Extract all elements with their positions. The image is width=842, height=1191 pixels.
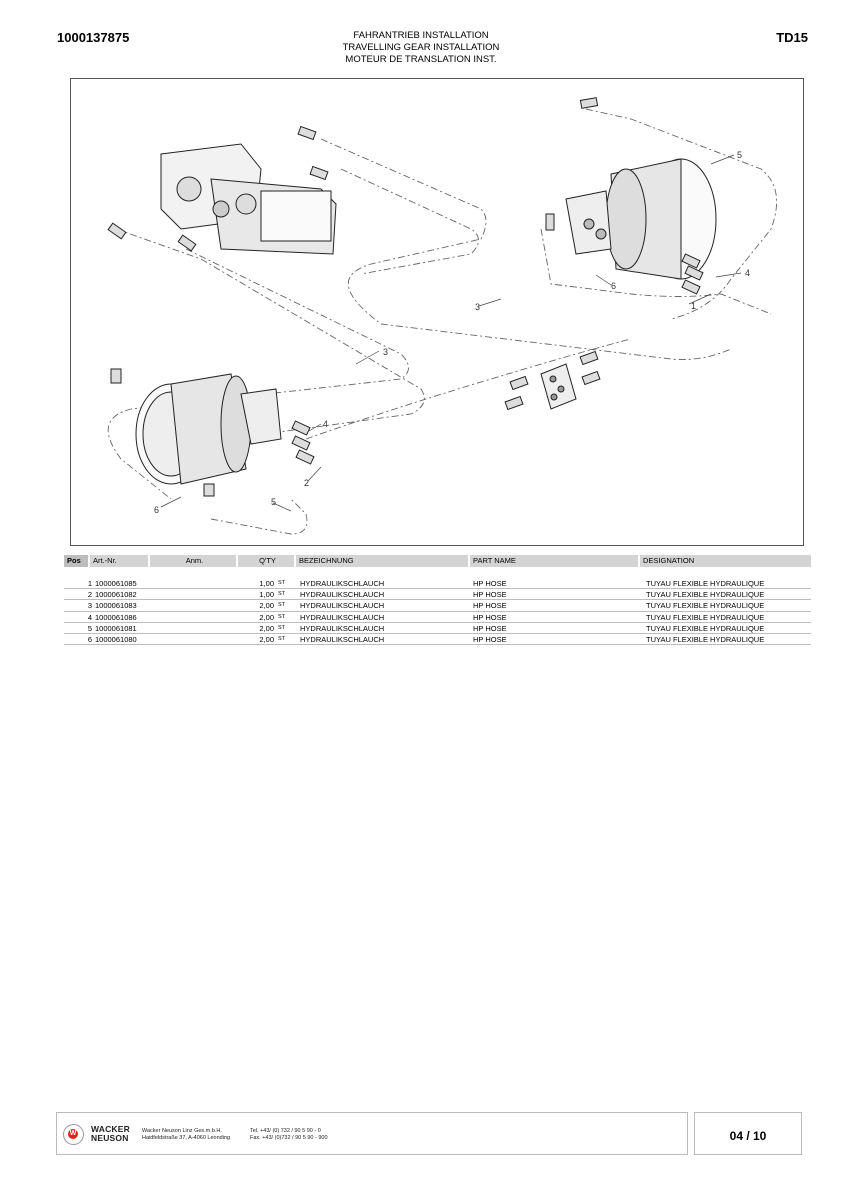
header-article-number: Art.-Nr. bbox=[90, 555, 148, 567]
cell-designation-french: TUYAU FLEXIBLE HYDRAULIQUE bbox=[646, 623, 765, 633]
callout-label: 2 bbox=[304, 478, 310, 488]
callout-label: 3 bbox=[475, 302, 481, 312]
callout-label: 6 bbox=[154, 505, 160, 515]
table-row bbox=[64, 623, 811, 634]
title-english: TRAVELLING GEAR INSTALLATION bbox=[342, 42, 500, 54]
document-number: 1000137875 bbox=[57, 30, 130, 45]
cell-unit: ST bbox=[278, 591, 286, 598]
street-address: Haidfeldstraße 37, A-4060 Leonding bbox=[142, 1135, 231, 1141]
brand-line-2: NEUSON bbox=[91, 1132, 129, 1143]
cell-quantity: 2,00 bbox=[259, 612, 274, 622]
callout-label: 5 bbox=[271, 497, 277, 507]
cell-designation-french: TUYAU FLEXIBLE HYDRAULIQUE bbox=[646, 579, 765, 588]
title-french: MOTEUR DE TRANSLATION INST. bbox=[345, 54, 497, 66]
parts-table-body bbox=[64, 578, 811, 645]
cell-pos: 5 bbox=[87, 623, 92, 633]
cell-designation-german: HYDRAULIKSCHLAUCH bbox=[300, 634, 385, 644]
cell-designation-french: TUYAU FLEXIBLE HYDRAULIQUE bbox=[646, 612, 765, 622]
header-quantity: Q'TY bbox=[238, 555, 294, 567]
cell-unit: ST bbox=[278, 602, 286, 609]
callout-label: 3 bbox=[383, 347, 389, 357]
cell-designation-german: HYDRAULIKSCHLAUCH bbox=[300, 601, 385, 611]
cell-article-number: 1000061081 bbox=[95, 623, 137, 633]
travel-motor-lower bbox=[136, 374, 281, 484]
footer-page-box bbox=[694, 1112, 802, 1155]
cell-designation-french: TUYAU FLEXIBLE HYDRAULIQUE bbox=[646, 590, 765, 600]
header-part-name: PART NAME bbox=[470, 555, 638, 567]
cell-unit: ST bbox=[278, 624, 286, 631]
cell-article-number: 1000061082 bbox=[95, 590, 137, 600]
fax: Fax. +43/ (0)732 / 90 5 90 - 900 bbox=[250, 1135, 328, 1141]
footer-company-box bbox=[56, 1112, 688, 1155]
title-german: FAHRANTRIEB INSTALLATION bbox=[353, 30, 489, 41]
cell-designation-german: HYDRAULIKSCHLAUCH bbox=[300, 590, 385, 600]
cell-quantity: 2,00 bbox=[259, 601, 274, 611]
table-row bbox=[64, 600, 811, 611]
callout-label: 1 bbox=[691, 301, 697, 311]
cell-part-name: HP HOSE bbox=[473, 579, 507, 588]
exploded-view-figure bbox=[70, 78, 804, 546]
cell-pos: 1 bbox=[87, 579, 92, 588]
cell-designation-french: TUYAU FLEXIBLE HYDRAULIQUE bbox=[646, 634, 765, 644]
cell-quantity: 2,00 bbox=[259, 623, 274, 633]
cell-pos: 3 bbox=[87, 601, 92, 611]
page-number: 04 / 10 bbox=[729, 1129, 767, 1143]
company-address bbox=[142, 1128, 230, 1142]
cell-designation-german: HYDRAULIKSCHLAUCH bbox=[300, 579, 385, 588]
wacker-neuson-logo-icon bbox=[63, 1124, 84, 1145]
header-remark: Anm. bbox=[150, 555, 236, 567]
cell-quantity: 1,00 bbox=[259, 579, 274, 588]
cell-designation-german: HYDRAULIKSCHLAUCH bbox=[300, 612, 385, 622]
machine-model: TD15 bbox=[776, 30, 808, 45]
cell-pos: 4 bbox=[87, 612, 92, 622]
callout-label: 6 bbox=[611, 281, 617, 291]
cell-pos: 6 bbox=[87, 634, 92, 644]
company-name: Wacker Neuson Linz Ges.m.b.H. bbox=[142, 1128, 222, 1134]
cell-article-number: 1000061086 bbox=[95, 612, 137, 622]
callout-label: 4 bbox=[323, 419, 329, 429]
cell-quantity: 2,00 bbox=[259, 634, 274, 644]
valve-block bbox=[541, 364, 576, 409]
cell-designation-german: HYDRAULIKSCHLAUCH bbox=[300, 623, 385, 633]
brand-line-1: WACKER bbox=[91, 1124, 130, 1134]
cell-part-name: HP HOSE bbox=[473, 612, 507, 622]
hose-installation-drawing bbox=[71, 79, 805, 547]
callout-label: 5 bbox=[737, 150, 743, 160]
brand-name bbox=[91, 1125, 130, 1142]
table-row bbox=[64, 578, 811, 589]
parts-table-header bbox=[64, 555, 811, 567]
telephone: Tel. +43/ (0) 732 / 90 5 90 - 0 bbox=[250, 1128, 321, 1134]
pump-assembly bbox=[161, 144, 336, 254]
table-row bbox=[64, 634, 811, 645]
table-row bbox=[64, 612, 811, 623]
company-contact bbox=[250, 1128, 328, 1142]
document-titles bbox=[0, 30, 842, 67]
header-pos: Pos bbox=[64, 555, 88, 567]
cell-unit: ST bbox=[278, 635, 286, 642]
cell-unit: ST bbox=[278, 613, 286, 620]
callout-label: 4 bbox=[745, 268, 751, 278]
cell-pos: 2 bbox=[87, 590, 92, 600]
cell-part-name: HP HOSE bbox=[473, 623, 507, 633]
cell-article-number: 1000061085 bbox=[95, 579, 137, 588]
cell-article-number: 1000061083 bbox=[95, 601, 137, 611]
table-row bbox=[64, 589, 811, 600]
header-designation-german: BEZEICHNUNG bbox=[296, 555, 468, 567]
cell-article-number: 1000061080 bbox=[95, 634, 137, 644]
cell-designation-french: TUYAU FLEXIBLE HYDRAULIQUE bbox=[646, 601, 765, 611]
cell-quantity: 1,00 bbox=[259, 590, 274, 600]
cell-part-name: HP HOSE bbox=[473, 590, 507, 600]
header-designation-french: DESIGNATION bbox=[640, 555, 811, 567]
cell-unit: ST bbox=[278, 580, 286, 586]
logo-w-mark: W bbox=[69, 1130, 77, 1137]
cell-part-name: HP HOSE bbox=[473, 634, 507, 644]
cell-part-name: HP HOSE bbox=[473, 601, 507, 611]
